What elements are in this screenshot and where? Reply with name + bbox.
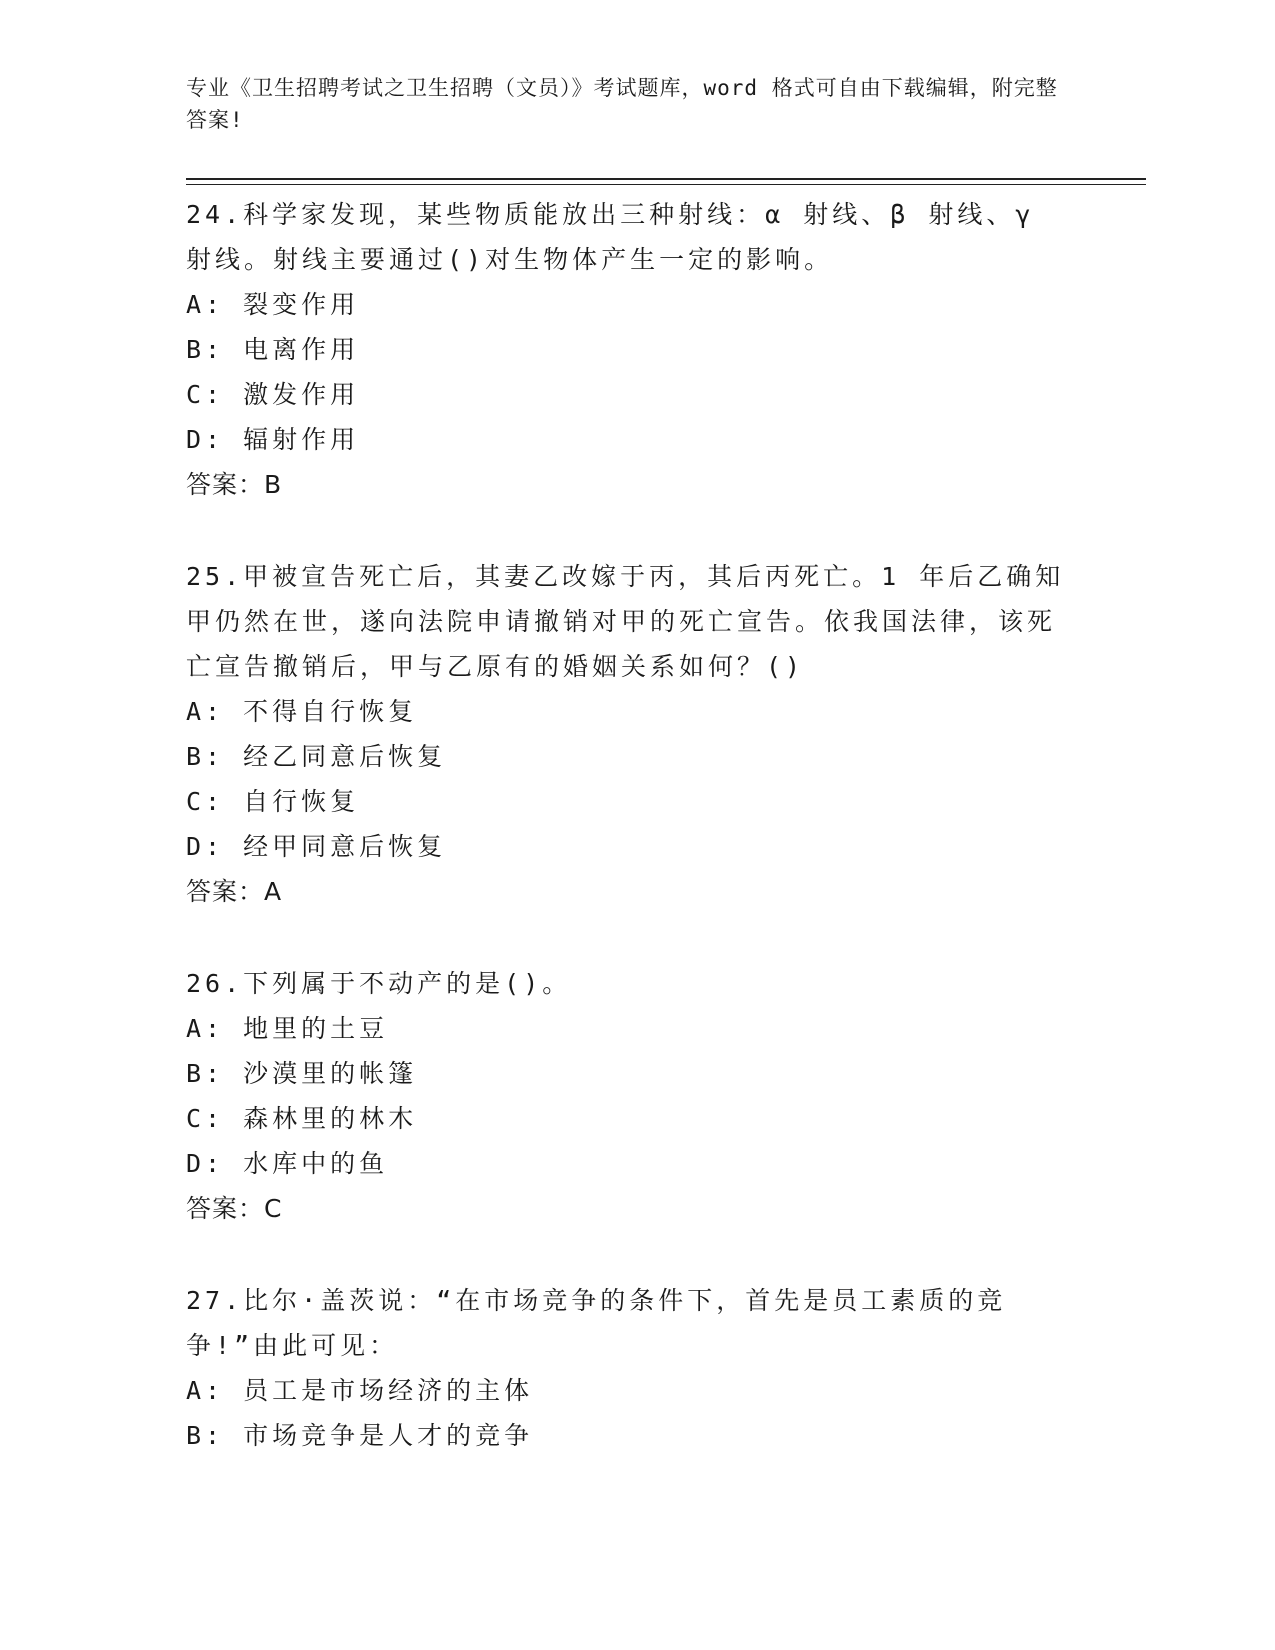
answer: 答案：C: [186, 1194, 283, 1223]
answer: 答案：A: [186, 877, 283, 906]
question-list: [186, 192, 1066, 1505]
option-a: A: 不得自行恢复: [186, 697, 418, 726]
option-b: B: 电离作用: [186, 335, 360, 364]
question-26: [186, 961, 1066, 1231]
question-text: 24.科学家发现，某些物质能放出三种射线：α 射线、β 射线、γ 射线。射线主要通过()对生物体产生一定的影响。: [186, 200, 1035, 274]
header-divider-thick: [186, 178, 1146, 180]
option-b: B: 市场竞争是人才的竞争: [186, 1421, 534, 1450]
question-27: [186, 1278, 1066, 1458]
option-a: A: 裂变作用: [186, 290, 360, 319]
question-24: [186, 192, 1066, 507]
question-text: 27.比尔·盖茨说：“在市场竞争的条件下，首先是员工素质的竞争!”由此可见：: [186, 1286, 1007, 1360]
question-25: [186, 554, 1066, 914]
question-text: 25.甲被宣告死亡后，其妻乙改嫁于丙，其后丙死亡。1 年后乙确知甲仍然在世，遂向法院申请撤销对甲的死亡宣告。依我国法律，该死亡宣告撤销后，甲与乙原有的婚姻关系如何？(): [186, 562, 1065, 681]
option-b: B: 沙漠里的帐篷: [186, 1059, 418, 1088]
header-divider-thin: [186, 184, 1146, 185]
option-a: A: 员工是市场经济的主体: [186, 1376, 534, 1405]
option-b: B: 经乙同意后恢复: [186, 742, 447, 771]
option-c: C: 自行恢复: [186, 787, 360, 816]
option-d: D: 经甲同意后恢复: [186, 832, 447, 861]
option-c: C: 森林里的林木: [186, 1104, 418, 1133]
answer: 答案：B: [186, 470, 283, 499]
document-header: 专业《卫生招聘考试之卫生招聘（文员）》考试题库，word 格式可自由下载编辑，附完整答案!: [186, 76, 1058, 132]
option-a: A: 地里的土豆: [186, 1014, 389, 1043]
option-d: D: 辐射作用: [186, 425, 360, 454]
option-d: D: 水库中的鱼: [186, 1149, 389, 1178]
question-text: 26.下列属于不动产的是()。: [186, 969, 572, 998]
option-c: C: 激发作用: [186, 380, 360, 409]
